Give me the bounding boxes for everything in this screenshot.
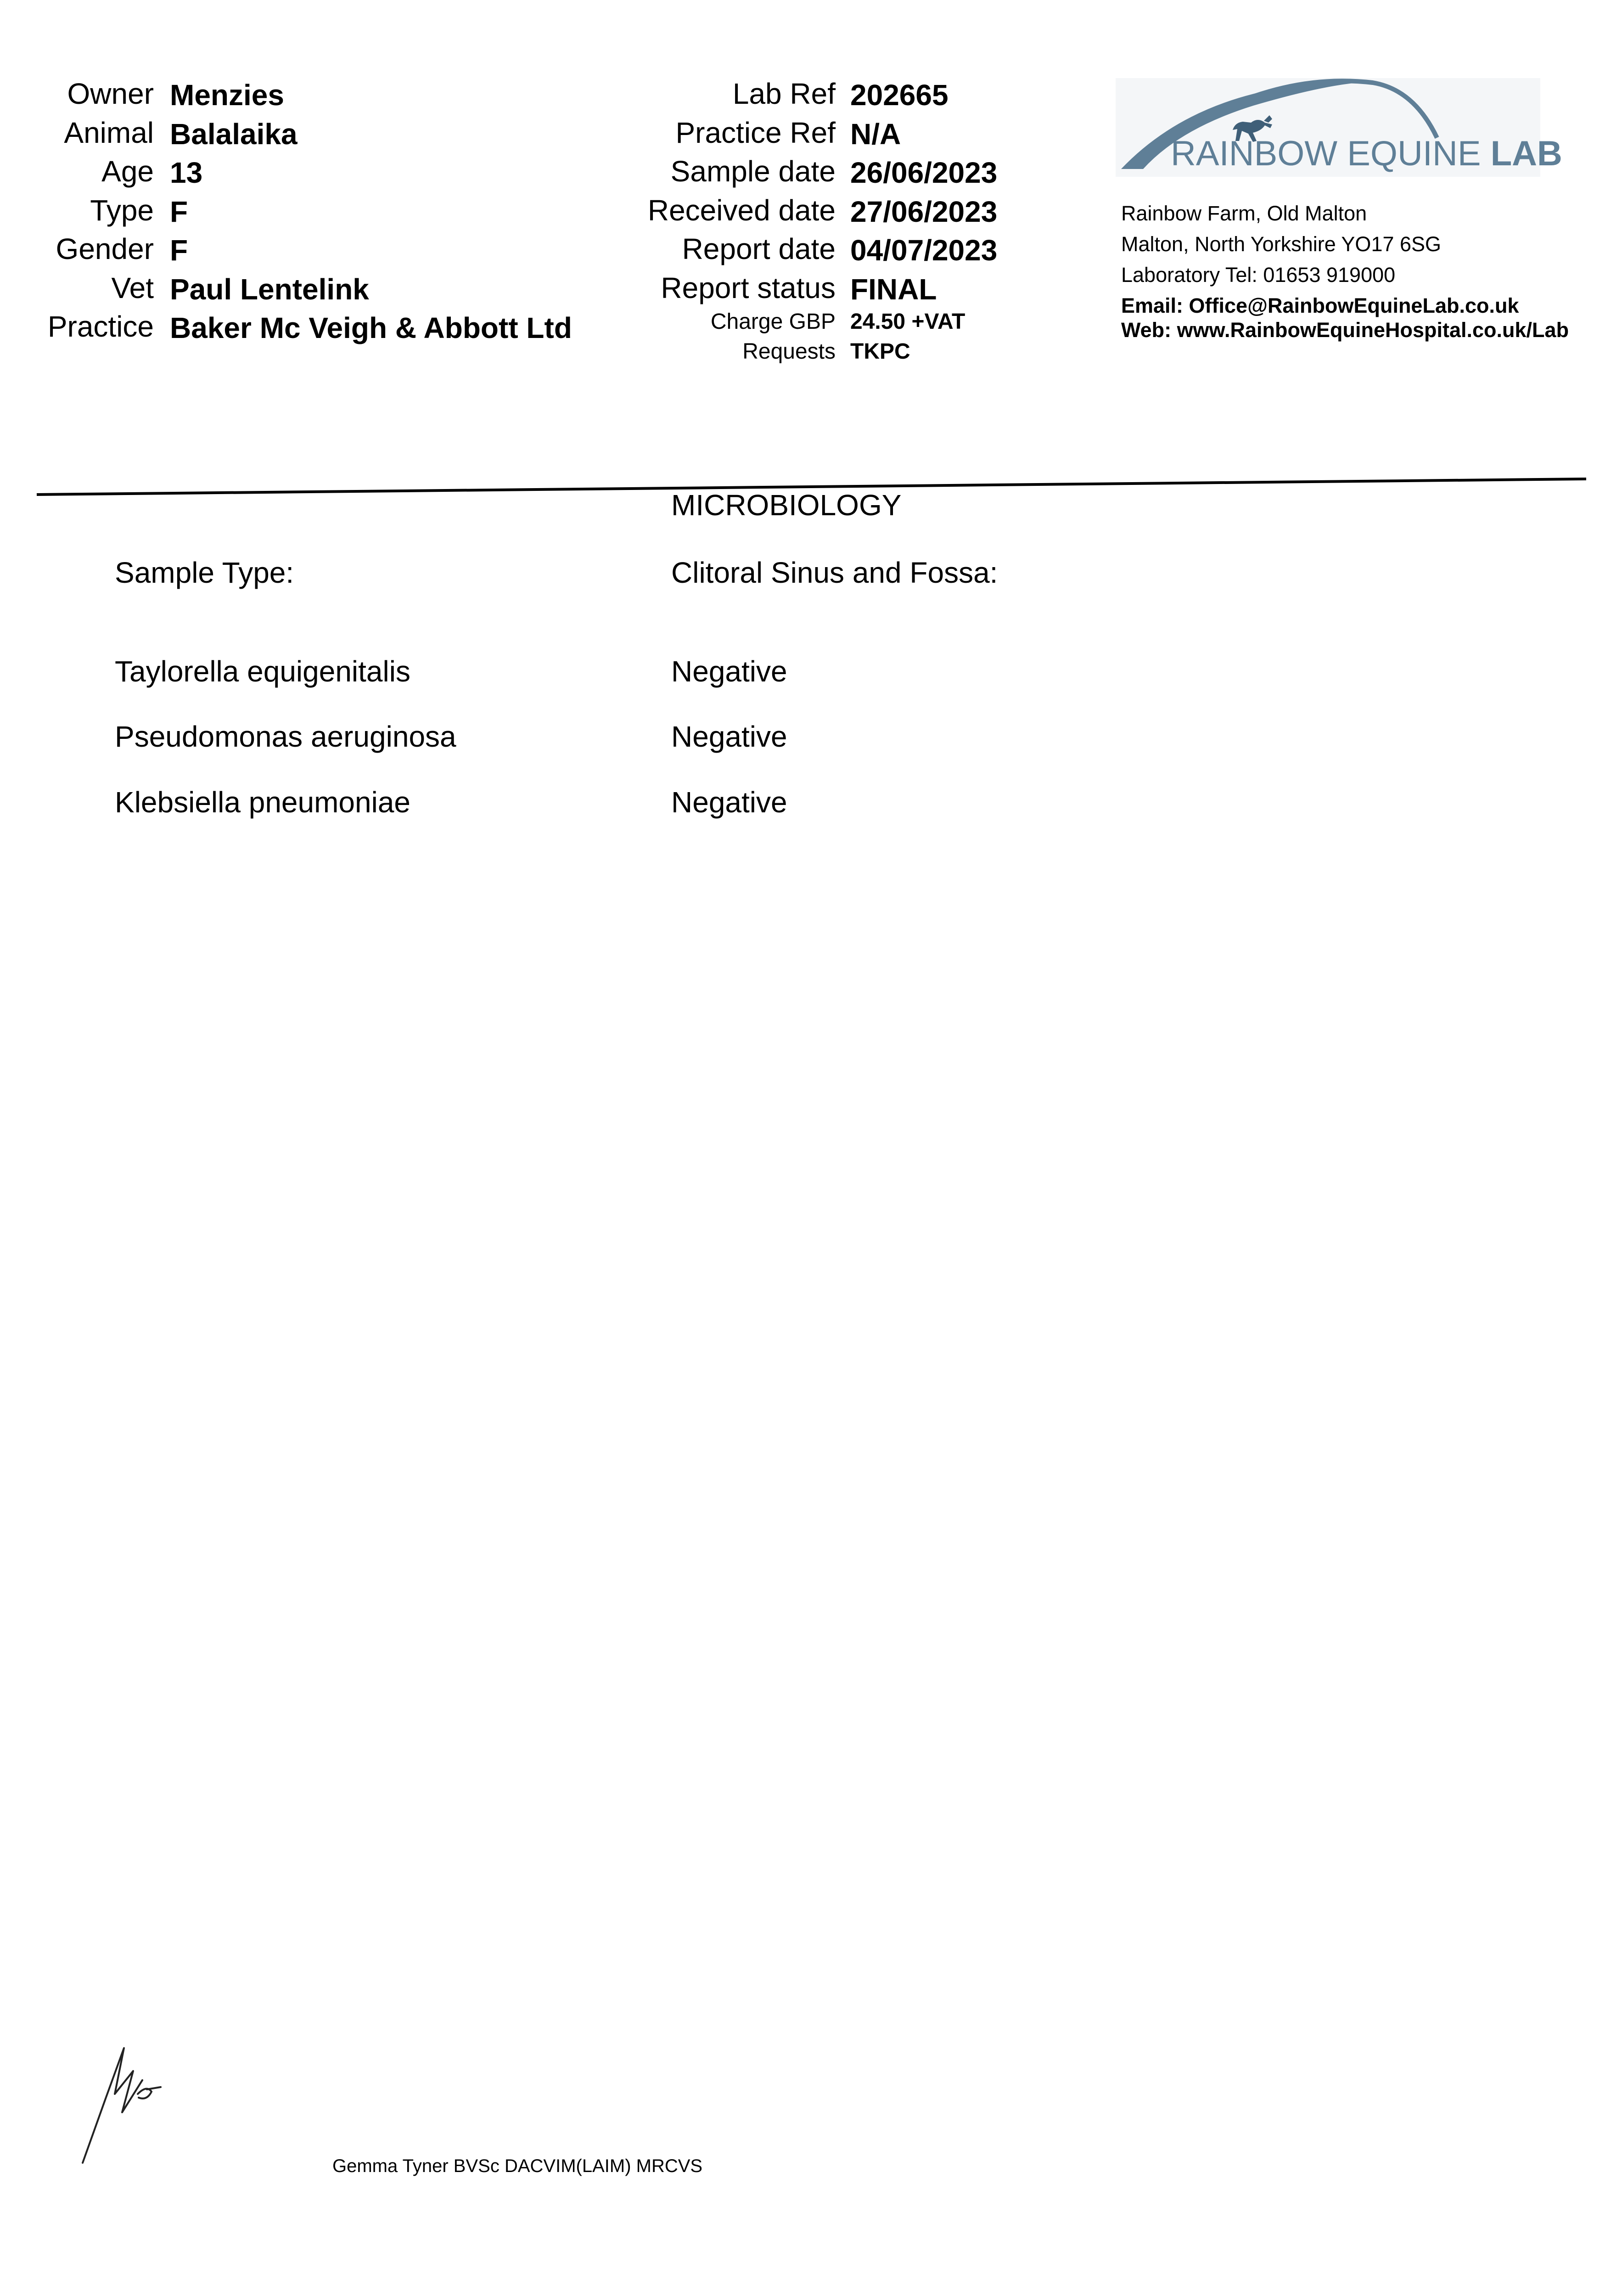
svg-text:RAINBOW EQUINE LAB [1171,134,1562,173]
logo-text-main: RAINBOW EQUINE [1171,134,1491,173]
animal-value: Balalaika [170,118,297,151]
practice-ref-label: Practice Ref [675,116,836,149]
requests-label: Requests [742,339,836,364]
lab-web[interactable]: Web: www.RainbowEquineHospital.co.uk/Lab [1121,318,1569,342]
address-line-2: Malton, North Yorkshire YO17 6SG [1121,232,1442,256]
received-date-label: Received date [647,194,836,227]
sample-date-value: 26/06/2023 [850,156,998,189]
age-value: 13 [170,156,203,189]
animal-label: Animal [64,116,154,149]
requests-value: TKPC [850,339,910,364]
charge-value: 24.50 +VAT [850,310,965,334]
result-value: Negative [671,655,787,688]
sample-date-label: Sample date [670,155,836,188]
report-status-value: FINAL [850,273,937,306]
gender-label: Gender [56,232,154,265]
practice-ref-value: N/A [850,118,901,151]
lab-ref-label: Lab Ref [732,77,836,110]
result-organism: Pseudomonas aeruginosa [115,720,456,753]
practice-value: Baker Mc Veigh & Abbott Ltd [170,311,572,344]
report-status-label: Report status [661,271,836,304]
result-value: Negative [671,720,787,753]
section-title: MICROBIOLOGY [671,489,902,522]
report-date-value: 04/07/2023 [850,234,998,267]
lab-ref-value: 202665 [850,79,949,112]
result-value: Negative [671,786,787,819]
owner-value: Menzies [170,79,284,112]
age-label: Age [101,155,154,188]
owner-label: Owner [67,77,154,110]
vet-value: Paul Lentelink [170,273,369,306]
vet-label: Vet [111,271,154,304]
practice-label: Practice [47,310,154,343]
sample-type-value: Clitoral Sinus and Fossa: [671,556,998,589]
rainbow-horse-logo-icon [1116,78,1562,177]
address-line-1: Rainbow Farm, Old Malton [1121,202,1367,225]
result-organism: Taylorella equigenitalis [115,655,410,688]
gender-value: F [170,234,188,267]
lab-email[interactable]: Email: Office@RainbowEquineLab.co.uk [1121,294,1519,317]
received-date-value: 27/06/2023 [850,195,998,228]
type-label: Type [90,194,154,227]
handwritten-signature-icon [78,2043,174,2167]
sample-type-label: Sample Type: [115,556,294,589]
type-value: F [170,195,188,228]
report-date-label: Report date [682,232,836,265]
result-organism: Klebsiella pneumoniae [115,786,410,819]
charge-label: Charge GBP [710,310,836,334]
lab-logo [1116,78,1562,177]
logo-text-lab: LAB [1490,134,1562,173]
signer-name: Gemma Tyner BVSc DACVIM(LAIM) MRCVS [332,2156,703,2176]
lab-phone: Laboratory Tel: 01653 919000 [1121,263,1396,287]
